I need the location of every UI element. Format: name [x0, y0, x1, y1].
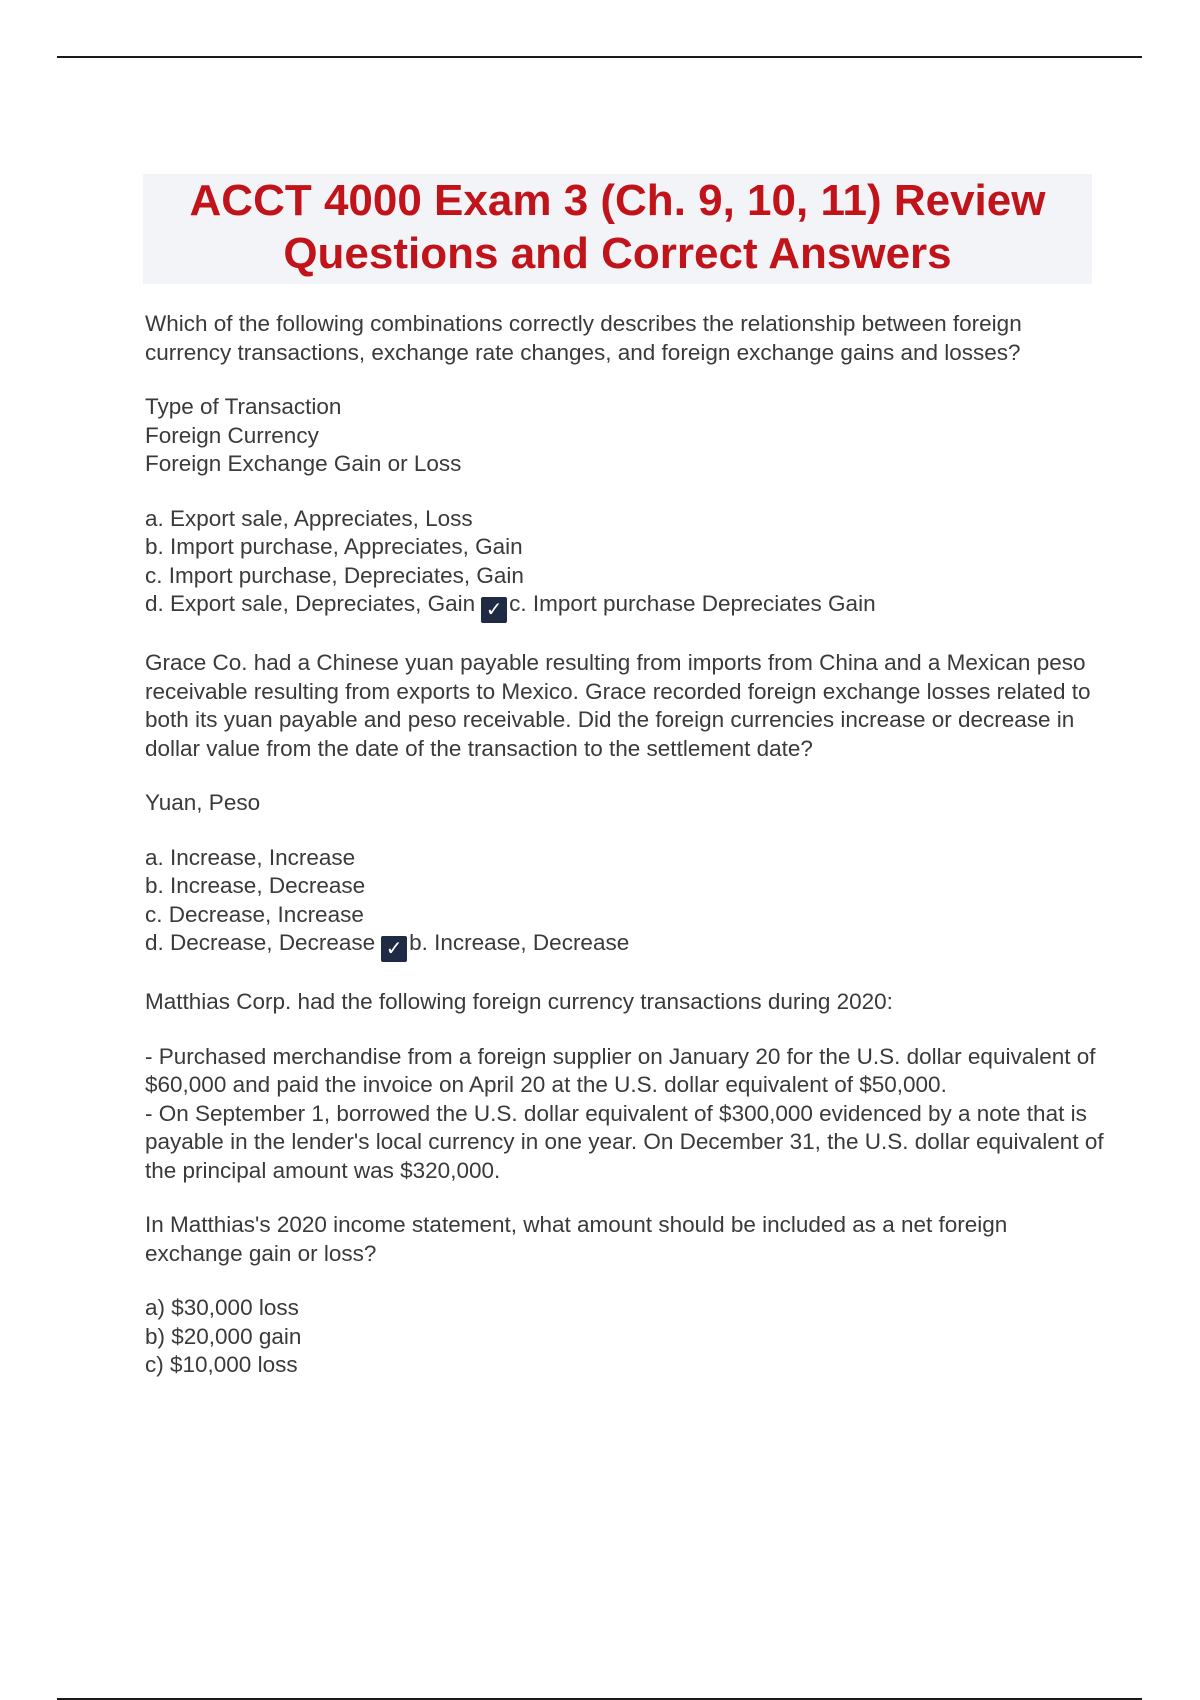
- q3-option: a) $30,000 loss: [145, 1295, 299, 1320]
- q2-options: [145, 844, 1105, 963]
- q3-items: [145, 1043, 1105, 1186]
- q1-headers: [145, 393, 1105, 479]
- document-title: [143, 174, 1092, 284]
- q3-item: - On September 1, borrowed the U.S. dollar equivalent of $300,000 evidenced by a note that is payable in the lender's local currency in one year. On December 31, the U.S. dollar equivalent of the principal amount was $320,000.: [145, 1100, 1104, 1183]
- q2-option: d. Decrease, Decrease: [145, 930, 376, 955]
- q1-option: a. Export sale, Appreciates, Loss: [145, 505, 473, 531]
- q2-option: a. Increase, Increase: [145, 844, 356, 870]
- top-rule: [57, 56, 1142, 58]
- q2-option-last: [145, 929, 1105, 962]
- q3-option: b) $20,000 gain: [145, 1323, 302, 1349]
- q1-option: b. Import purchase, Appreciates, Gain: [145, 534, 523, 559]
- q3-intro: Matthias Corp. had the following foreign currency transactions during 2020:: [145, 989, 893, 1014]
- q2-question: Grace Co. had a Chinese yuan payable resulting from imports from China and a Mexican peso receivable resulting from exports to Mexico. Grace recorded foreign exchange losses related to both its yuan payable and peso receivable. Did the foreign currencies increase or decrease in dollar value from the date of the transaction to the settlement date?: [145, 650, 1091, 761]
- checkmark-icon: ✓: [381, 936, 407, 962]
- q1-header: Foreign Exchange Gain or Loss: [145, 451, 462, 476]
- q2-answer: b. Increase, Decrease: [409, 930, 630, 955]
- title-line-1: ACCT 4000 Exam 3 (Ch. 9, 10, 11) Review: [189, 176, 1046, 225]
- title-line-2: Questions and Correct Answers: [283, 229, 952, 278]
- q1-option-last: [145, 590, 1105, 623]
- q3-options: [145, 1294, 1105, 1380]
- checkmark-icon: ✓: [481, 597, 507, 623]
- q1-question: Which of the following combinations correctly describes the relationship between foreign currency transactions, exchange rate changes, and foreign exchange gains and losses?: [145, 311, 1022, 365]
- document-body: [145, 310, 1105, 1406]
- q3-item: - Purchased merchandise from a foreign supplier on January 20 for the U.S. dollar equivalent of $60,000 and paid the invoice on April 20 at the U.S. dollar equivalent of $50,000.: [145, 1043, 1096, 1097]
- q1-option: d. Export sale, Depreciates, Gain: [145, 591, 476, 616]
- q1-option: c. Import purchase, Depreciates, Gain: [145, 562, 524, 588]
- q3-option: c) $10,000 loss: [145, 1352, 298, 1377]
- q2-header: Yuan, Peso: [145, 790, 261, 815]
- q1-answer: c. Import purchase Depreciates Gain: [509, 591, 876, 616]
- q3-question: In Matthias's 2020 income statement, what amount should be included as a net foreign exchange gain or loss?: [145, 1212, 1008, 1266]
- q1-header: Type of Transaction: [145, 394, 342, 419]
- q1-options: [145, 505, 1105, 624]
- q2-option: b. Increase, Decrease: [145, 873, 366, 898]
- q1-header: Foreign Currency: [145, 422, 319, 448]
- q2-option: c. Decrease, Increase: [145, 901, 364, 927]
